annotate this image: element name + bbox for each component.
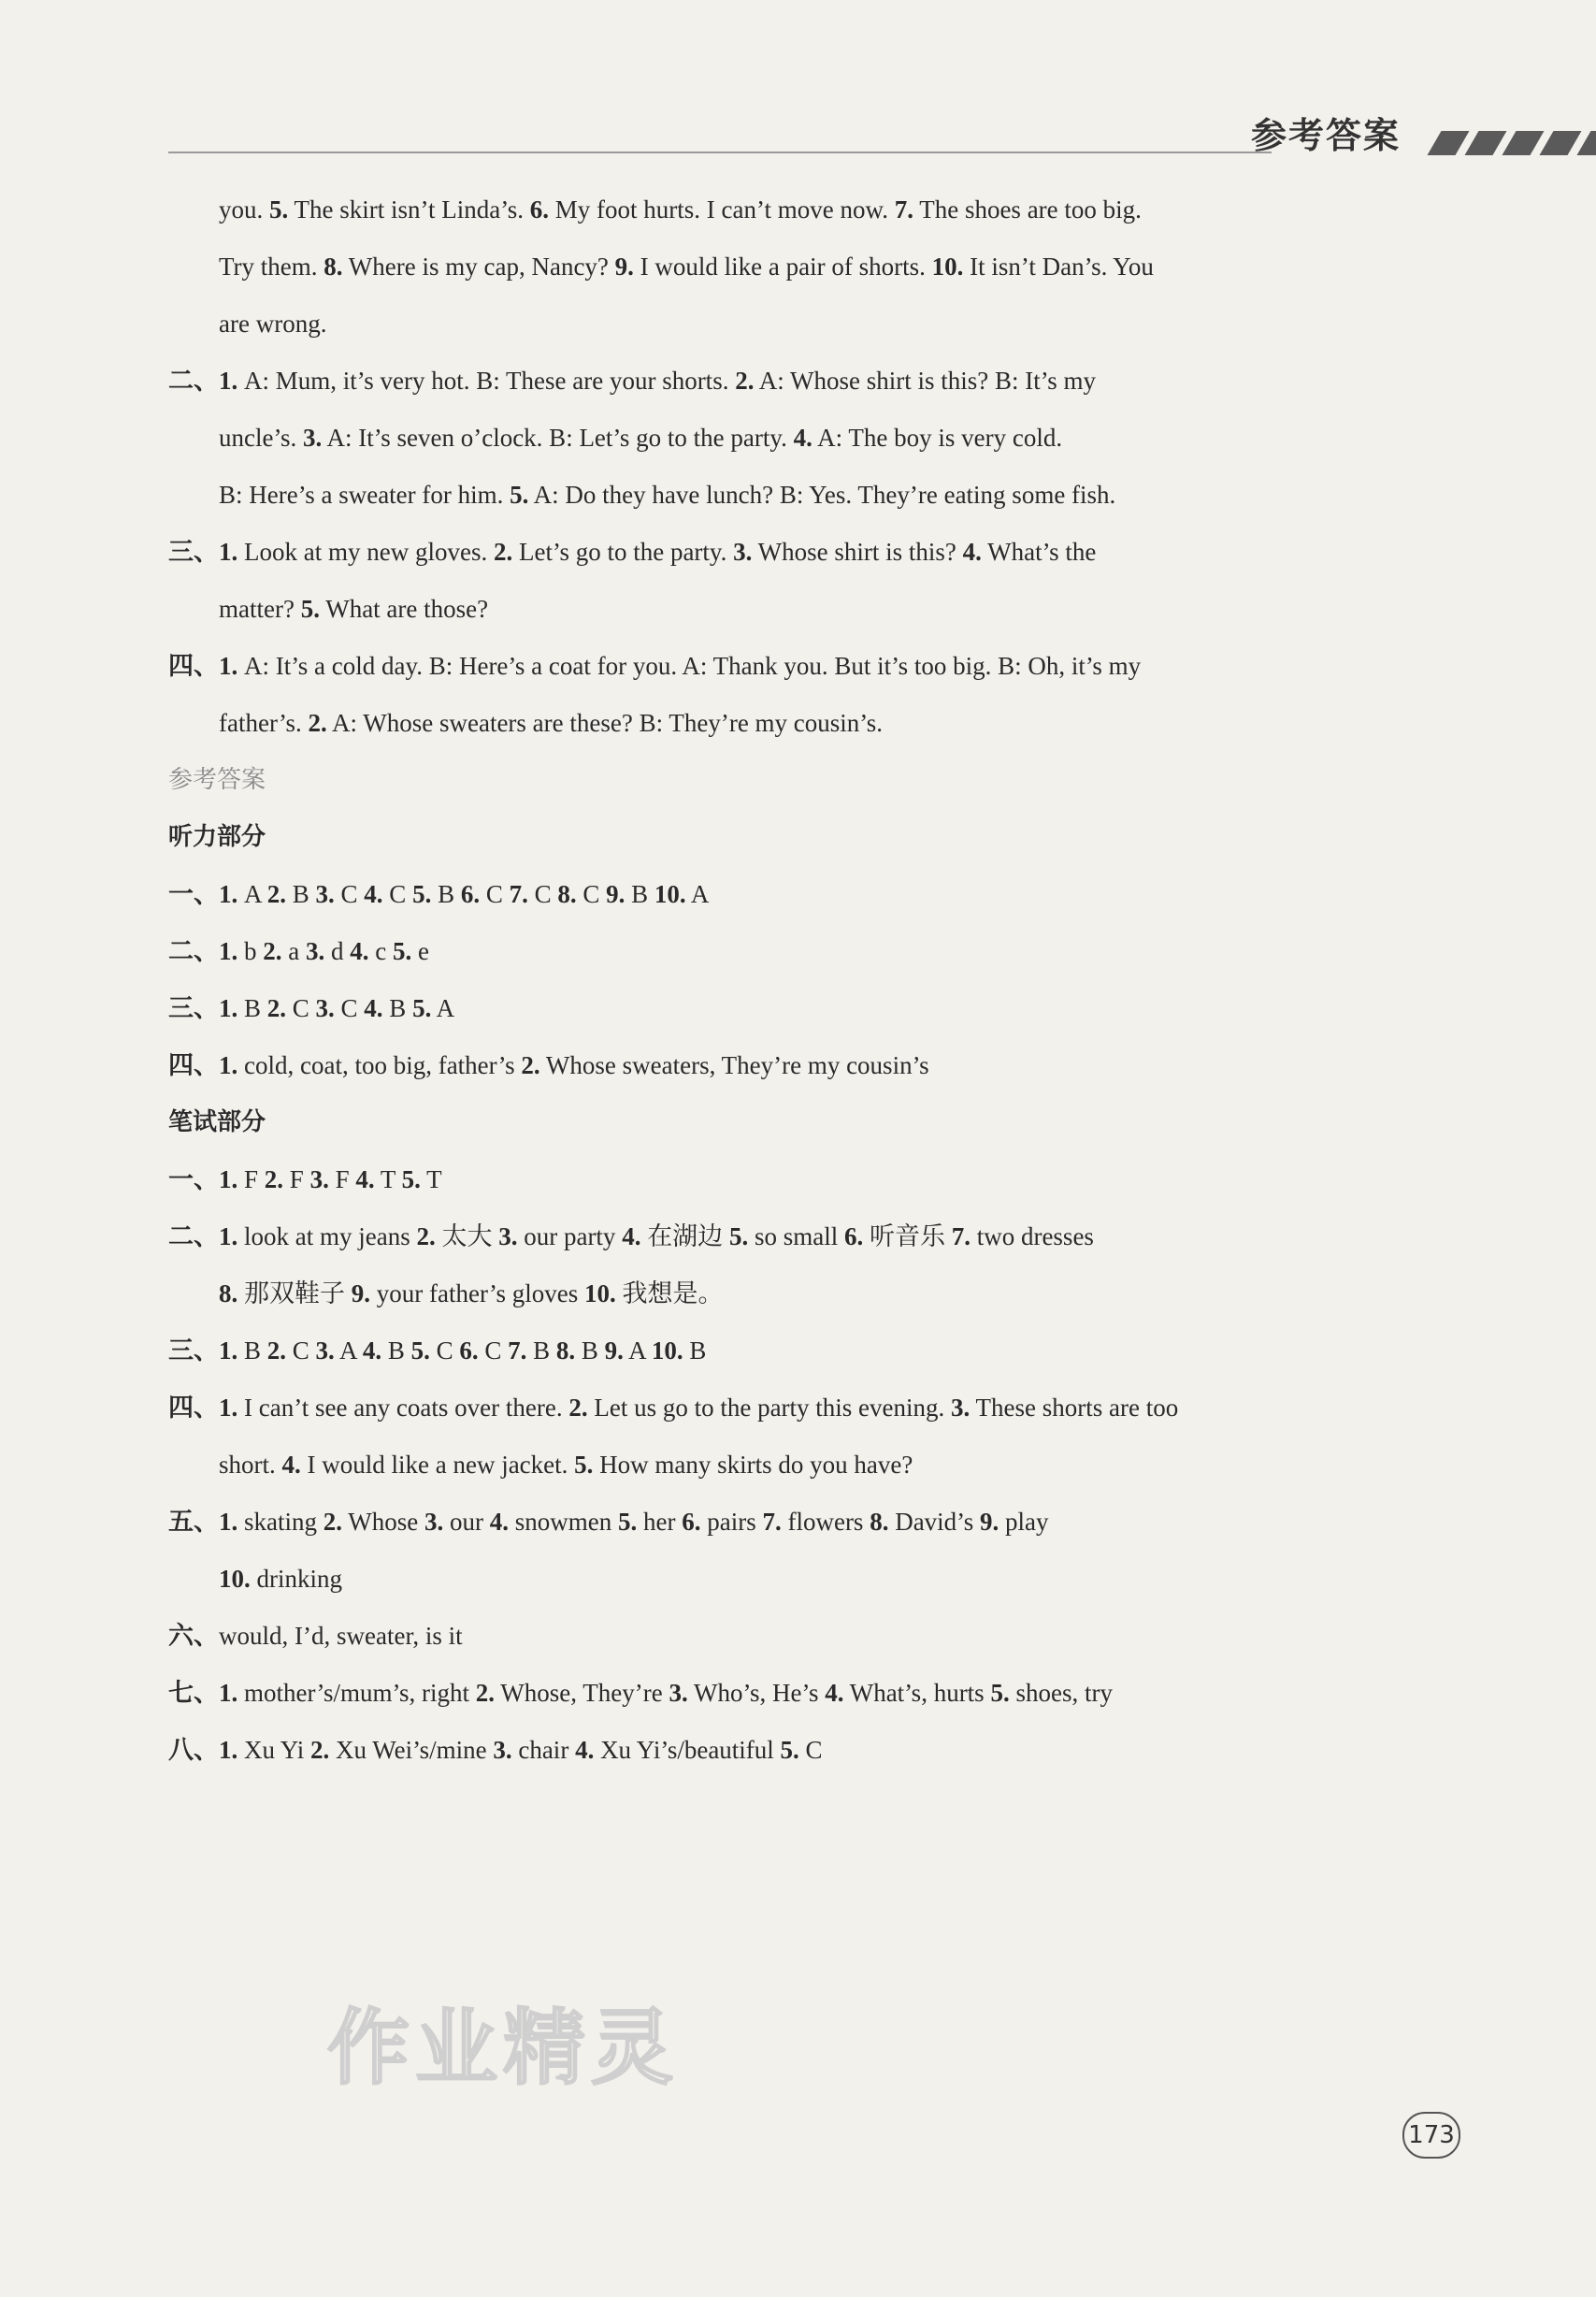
item-number: 1. — [219, 1165, 238, 1193]
answer-text: our party — [517, 1222, 623, 1250]
answer-text: What’s, hurts — [843, 1679, 991, 1707]
item-number: 3. — [669, 1679, 688, 1707]
item-number: 一、 — [168, 880, 219, 908]
watermark: 作业精灵 — [327, 2000, 680, 2096]
answer-text: 参考答案 — [168, 766, 266, 794]
answer-text: C — [382, 880, 413, 908]
answer-text: A: The boy is very cold. — [812, 424, 1063, 452]
answer-text: C — [286, 1336, 316, 1365]
answer-text: Whose shirt is this? — [752, 538, 963, 566]
answer-line — [168, 238, 1449, 296]
answer-text: A — [237, 880, 267, 908]
answer-line — [168, 1437, 1449, 1494]
answer-text: so small — [748, 1222, 844, 1250]
answer-line — [168, 695, 1449, 752]
answer-text: Xu Yi’s/beautiful — [594, 1736, 781, 1764]
item-number: 1. — [219, 1222, 238, 1250]
answer-text: T — [420, 1165, 442, 1193]
answer-text: B — [683, 1336, 707, 1365]
answer-text: Whose — [342, 1508, 424, 1536]
item-number: 1. — [219, 367, 238, 395]
item-number: 9. — [614, 253, 634, 281]
item-number: 8. — [324, 253, 343, 281]
item-number: 四、 — [168, 652, 219, 680]
answer-text: snowmen — [509, 1508, 618, 1536]
answer-line — [168, 1494, 1449, 1551]
item-number: 六、 — [168, 1622, 219, 1650]
answer-text: b — [237, 937, 264, 965]
item-number: 2. — [416, 1222, 436, 1250]
answer-text: B — [575, 1336, 605, 1365]
section-heading — [168, 1094, 1449, 1151]
answer-text: My foot hurts. I can’t move now. — [549, 195, 895, 224]
item-number: 1. — [219, 1736, 238, 1764]
answer-text: d — [324, 937, 351, 965]
item-number: 9. — [604, 1336, 624, 1365]
item-number: 5. — [574, 1451, 594, 1479]
answer-text: play — [999, 1508, 1049, 1536]
item-number: 4. — [355, 1165, 375, 1193]
answer-text: B: Here’s a sweater for him. — [219, 481, 510, 509]
answer-text: T — [374, 1165, 402, 1193]
page-header — [168, 103, 1449, 159]
item-number: 5. — [269, 195, 289, 224]
item-number: 3. — [302, 424, 323, 452]
item-number: 4. — [962, 538, 982, 566]
item-number: 10. — [651, 1336, 683, 1365]
item-number: 8. — [219, 1279, 238, 1307]
item-number: 2. — [310, 1736, 330, 1764]
answer-text: would, I’d, sweater, is it — [219, 1622, 463, 1650]
item-number: 10. — [583, 1279, 616, 1307]
answer-text: chair — [511, 1736, 576, 1764]
item-number: 五、 — [168, 1508, 219, 1536]
item-number: 2. — [475, 1679, 495, 1707]
item-number: 10. — [931, 253, 964, 281]
item-number: 5. — [510, 481, 529, 509]
answer-text: Xu Wei’s/mine — [329, 1736, 494, 1764]
item-number: 6. — [529, 195, 549, 224]
item-number: 2. — [266, 994, 287, 1022]
answer-text: two dresses — [970, 1222, 1094, 1250]
item-number: 10. — [219, 1565, 251, 1593]
answer-text: These shorts are too — [970, 1394, 1179, 1422]
answer-subtitle — [168, 752, 1449, 809]
answer-text: her — [637, 1508, 683, 1536]
item-number: 5. — [728, 1222, 749, 1250]
answer-text: A: Mum, it’s very hot. B: These are your shorts. — [237, 367, 736, 395]
answer-line — [168, 1322, 1449, 1380]
item-number: 二、 — [168, 367, 219, 395]
answer-text: C — [334, 994, 365, 1022]
answer-text: 笔试部分 — [168, 1108, 266, 1136]
item-number: 2. — [308, 709, 327, 737]
item-number: 3. — [951, 1394, 971, 1422]
item-number: 3. — [493, 1736, 512, 1764]
item-number: 9. — [979, 1508, 999, 1536]
answer-text: 我想是。 — [615, 1279, 724, 1307]
answer-line — [168, 296, 1449, 353]
item-number: 三、 — [168, 538, 219, 566]
answer-text: flowers — [781, 1508, 870, 1536]
answer-line — [168, 1151, 1449, 1208]
answer-text: I would like a new jacket. — [300, 1451, 575, 1479]
item-number: 7. — [762, 1508, 782, 1536]
item-number: 四、 — [168, 1394, 219, 1422]
item-number: 2. — [263, 937, 282, 965]
item-number: 1. — [219, 937, 238, 965]
answer-line — [168, 1037, 1449, 1094]
answer-text: B — [526, 1336, 556, 1365]
item-number: 5. — [990, 1679, 1010, 1707]
item-number: 5. — [780, 1736, 799, 1764]
answer-text: C — [429, 1336, 460, 1365]
item-number: 一、 — [168, 1165, 219, 1193]
item-number: 4. — [364, 880, 383, 908]
answer-text: our — [443, 1508, 490, 1536]
answer-text: A: It’s seven o’clock. B: Let’s go to the party. — [322, 424, 794, 452]
answer-line — [168, 1551, 1449, 1608]
item-number: 1. — [219, 880, 238, 908]
answer-text: A: Whose shirt is this? B: It’s my — [754, 367, 1096, 395]
answer-text: Let’s go to the party. — [512, 538, 734, 566]
answer-text: you. — [219, 195, 269, 224]
item-number: 2. — [264, 1165, 284, 1193]
item-number: 1. — [219, 538, 238, 566]
answer-text: B — [382, 994, 413, 1022]
answer-text: C — [286, 994, 316, 1022]
item-number: 5. — [392, 937, 412, 965]
answer-line — [168, 353, 1449, 410]
answer-text: shoes, try — [1009, 1679, 1113, 1707]
answer-text: Who’s, He’s — [687, 1679, 826, 1707]
item-number: 二、 — [168, 1222, 219, 1250]
item-number: 3. — [305, 937, 325, 965]
header-stripes-decoration — [1421, 131, 1596, 157]
answer-text: father’s. — [219, 709, 309, 737]
answer-text: C — [527, 880, 558, 908]
answer-text: Look at my new gloves. — [237, 538, 494, 566]
answer-line — [168, 1265, 1449, 1322]
page-number: 173 — [1402, 2112, 1460, 2159]
item-number: 2. — [568, 1394, 588, 1422]
answer-text: C — [576, 880, 607, 908]
item-number: 1. — [219, 1336, 238, 1365]
item-number: 2. — [266, 1336, 287, 1365]
item-number: 8. — [555, 1336, 576, 1365]
answer-text: C — [480, 880, 510, 908]
item-number: 8. — [557, 880, 577, 908]
item-number: 7. — [894, 195, 913, 224]
item-number: 2. — [266, 880, 287, 908]
answer-text: F — [237, 1165, 265, 1193]
answer-text: How many skirts do you have? — [593, 1451, 913, 1479]
answer-text: short. — [219, 1451, 282, 1479]
item-number: 3. — [315, 994, 335, 1022]
answer-text: mother’s/mum’s, right — [237, 1679, 476, 1707]
item-number: 七、 — [168, 1679, 219, 1707]
item-number: 4. — [793, 424, 812, 452]
item-number: 1. — [219, 1394, 238, 1422]
item-number: 4. — [622, 1222, 641, 1250]
answer-text: B — [237, 994, 267, 1022]
answer-text: A — [334, 1336, 363, 1365]
item-number: 3. — [498, 1222, 518, 1250]
answer-line — [168, 1380, 1449, 1437]
header-rule — [168, 152, 1272, 153]
item-number: 5. — [618, 1508, 638, 1536]
answer-text: 那双鞋子 — [237, 1279, 352, 1307]
answer-text: look at my jeans — [237, 1222, 417, 1250]
item-number: 3. — [424, 1508, 444, 1536]
item-number: 4. — [825, 1679, 844, 1707]
answer-text: pairs — [700, 1508, 763, 1536]
item-number: 7. — [509, 880, 528, 908]
answer-text: 太大 — [435, 1222, 499, 1250]
answer-line — [168, 638, 1449, 695]
section-heading — [168, 809, 1449, 866]
answer-text: B — [286, 880, 316, 908]
header-title: 参考答案 — [1251, 115, 1402, 156]
answer-text: B — [237, 1336, 267, 1365]
answer-text: Whose sweaters, They’re my cousin’s — [539, 1051, 929, 1079]
item-number: 5. — [412, 880, 432, 908]
item-number: 1. — [219, 1508, 238, 1536]
answer-line — [168, 581, 1449, 638]
item-number: 三、 — [168, 994, 219, 1022]
item-number: 5. — [410, 1336, 430, 1365]
answer-line — [168, 181, 1449, 238]
answer-text: F — [283, 1165, 310, 1193]
answer-line — [168, 980, 1449, 1037]
item-number: 9. — [351, 1279, 370, 1307]
item-number: 3. — [309, 1165, 329, 1193]
item-number: 2. — [323, 1508, 342, 1536]
answer-line — [168, 467, 1449, 524]
answer-text: drinking — [250, 1565, 342, 1593]
answer-text: What’s the — [981, 538, 1097, 566]
answer-text: B — [431, 880, 461, 908]
item-number: 4. — [489, 1508, 509, 1536]
answer-text: F — [328, 1165, 356, 1193]
answer-line — [168, 1208, 1449, 1265]
item-number: 4. — [362, 1336, 382, 1365]
item-number: 6. — [460, 880, 481, 908]
answer-text: It isn’t Dan’s. You — [963, 253, 1154, 281]
item-number: 6. — [459, 1336, 479, 1365]
answer-text: are wrong. — [219, 310, 327, 338]
answer-text: C — [798, 1736, 823, 1764]
item-number: 8. — [870, 1508, 889, 1536]
answer-line — [168, 1665, 1449, 1722]
answer-text: A: Do they have lunch? B: Yes. They’re eating some fish. — [528, 481, 1116, 509]
answer-text: uncle’s. — [219, 424, 303, 452]
item-number: 6. — [843, 1222, 864, 1250]
item-number: 6. — [682, 1508, 701, 1536]
answer-text: Try them. — [219, 253, 324, 281]
answer-text: 在湖边 — [640, 1222, 729, 1250]
answer-text: a — [281, 937, 306, 965]
item-number: 5. — [401, 1165, 421, 1193]
answer-text: C — [478, 1336, 509, 1365]
item-number: 1. — [219, 994, 238, 1022]
item-number: 2. — [735, 367, 755, 395]
answer-text: matter? — [219, 595, 301, 623]
answer-text: Xu Yi — [237, 1736, 311, 1764]
answer-text: The skirt isn’t Linda’s. — [288, 195, 530, 224]
answer-text: B — [381, 1336, 411, 1365]
answer-text: e — [411, 937, 429, 965]
answer-line — [168, 1722, 1449, 1779]
item-number: 3. — [315, 880, 335, 908]
answer-text: c — [368, 937, 393, 965]
answer-text: B — [625, 880, 654, 908]
item-number: 2. — [493, 538, 513, 566]
answer-text: 听音乐 — [863, 1222, 952, 1250]
item-number: 4. — [575, 1736, 595, 1764]
answer-text: I can’t see any coats over there. — [237, 1394, 569, 1422]
item-number: 10. — [654, 880, 686, 908]
item-number: 1. — [219, 652, 238, 680]
answer-text: What are those? — [319, 595, 489, 623]
item-number: 二、 — [168, 937, 219, 965]
answer-text: A — [431, 994, 455, 1022]
item-number: 4. — [350, 937, 369, 965]
answer-content — [168, 181, 1449, 1779]
answer-text: Whose, They’re — [495, 1679, 669, 1707]
answer-text: A: It’s a cold day. B: Here’s a coat for you. A: Thank you. But it’s too big. B: Oh, it’s my — [237, 652, 1142, 680]
answer-text: C — [334, 880, 365, 908]
item-number: 四、 — [168, 1051, 219, 1079]
answer-line — [168, 524, 1449, 581]
item-number: 2. — [521, 1051, 540, 1079]
answer-text: Let us go to the party this evening. — [587, 1394, 952, 1422]
answer-text: cold, coat, too big, father’s — [237, 1051, 522, 1079]
item-number: 4. — [281, 1451, 301, 1479]
answer-text: your father’s gloves — [370, 1279, 584, 1307]
item-number: 1. — [219, 1051, 238, 1079]
item-number: 八、 — [168, 1736, 219, 1764]
item-number: 3. — [733, 538, 753, 566]
answer-text: David’s — [888, 1508, 980, 1536]
item-number: 1. — [219, 1679, 238, 1707]
answer-text: A: Whose sweaters are these? B: They’re my cousin’s. — [326, 709, 884, 737]
answer-text: 听力部分 — [168, 823, 266, 851]
item-number: 7. — [508, 1336, 527, 1365]
item-number: 4. — [364, 994, 383, 1022]
item-number: 9. — [606, 880, 625, 908]
answer-line — [168, 923, 1449, 980]
answer-line — [168, 866, 1449, 923]
item-number: 三、 — [168, 1336, 219, 1365]
answer-text: I would like a pair of shorts. — [633, 253, 932, 281]
item-number: 3. — [315, 1336, 335, 1365]
answer-text: The shoes are too big. — [913, 195, 1142, 224]
answer-text: A — [685, 880, 710, 908]
answer-text: Where is my cap, Nancy? — [342, 253, 615, 281]
item-number: 7. — [951, 1222, 971, 1250]
answer-text: A — [623, 1336, 652, 1365]
answer-text: skating — [237, 1508, 324, 1536]
item-number: 5. — [300, 595, 320, 623]
answer-line — [168, 410, 1449, 467]
item-number: 5. — [412, 994, 432, 1022]
answer-line — [168, 1608, 1449, 1665]
